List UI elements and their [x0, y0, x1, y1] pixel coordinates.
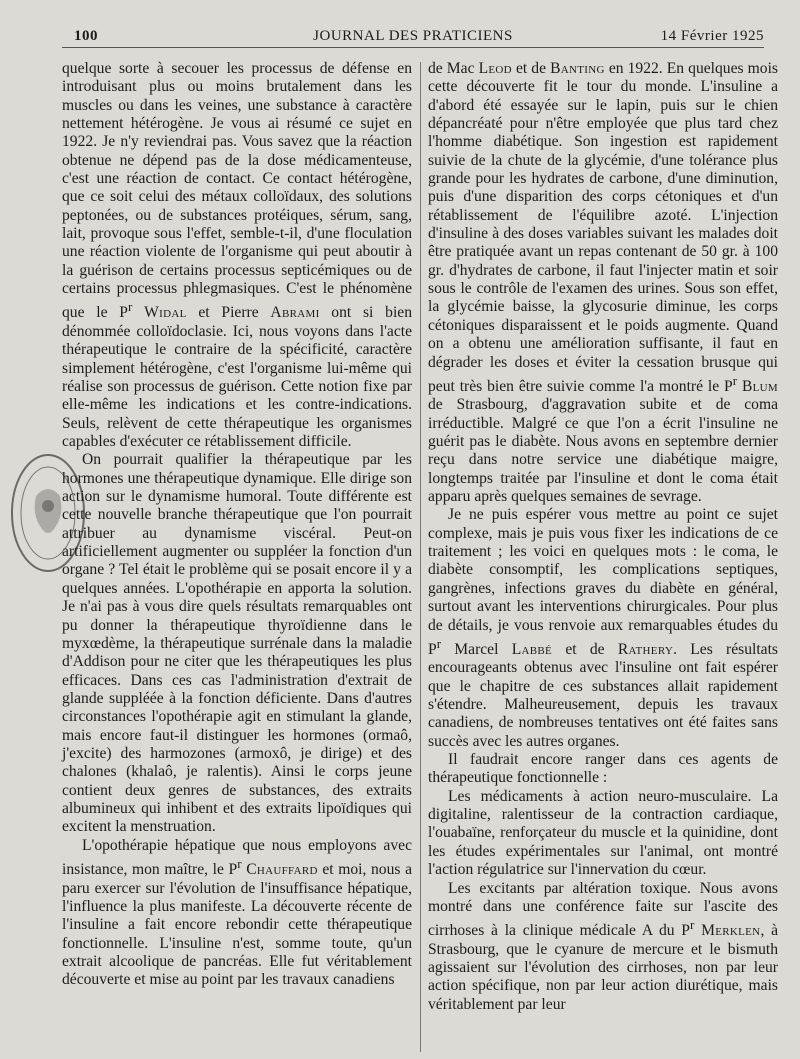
author-name: Leod [478, 60, 512, 77]
left-paragraph-2: On pourrait qualifier la thérapeutique par les hormones une thérapeutique dynamique. Elle dirige son action sur le dynamisme humoral. Toute différente est cette nouvelle branche thérapeutique que l'on pourrait attribuer au dynamisme viscéral. Peut-on artificiellement augmenter ou suppléer la fonction d'un organe ? Tel était le problème qui se posait encore il y a quelques années. L'opothérapie en apporta la solution. Je n'ai pas à vous dire quels résultats remarquables ont pu donner la thérapeutique thyroïdienne dans le myxœdème, la thérapeutique surrénale dans la maladie d'Addison pour ne citer que les thérapeutiques les plus efficaces. Dans ces cas l'administration d'extrait de glande suppléée à la fonction déficiente. Dans d'autres circonstances l'opothérapie agit en stimulant la glande, mais encore faut-il distinguer les hormones (ormaô, j'excite) des harmozones (armoxô, je dirige) et des chalones (khalaô, je ralentis). Ainsi le corps jeune contient deux genres de substances, des extraits albumineux qui inhibent et des extraits lipoïdiques qui excitent la menstruation. [62, 451, 412, 836]
author-name: Widal [144, 304, 187, 322]
author-name: Blum [741, 378, 778, 396]
author-name: Merklen [701, 922, 761, 940]
journal-title: JOURNAL DES PRATICIENS [313, 28, 513, 44]
header-rule [62, 47, 764, 48]
left-paragraph-3: L'opothérapie hépatique que nous employons avec insistance, mon maître, le $P^r$ Chauffard et moi, nous a paru exercer sur l'évolution de l'insuffisance hépatique, l'influence la plus manifeste. La découverte récente de l'insuline a fait encore rebondir cette thérapeutique fonctionnelle. L'insuline n'est, somme toute, qu'un extrait alcoolique de pancréas. Elle fut véritablement découverte et mise au point par les travaux canadiens [62, 836, 412, 989]
right-paragraph-1: de Mac Leod et de Banting en 1922. En quelques mois cette découverte fit le tour du monde. L'insuline a d'abord été essayée sur le lapin, puis sur le chien dépancréaté pour n'être employée que plus tard chez l'homme diabétique. Son ingestion est rapidement suivie de la chute de la glycémie, d'une tolérance plus grande pour les hydrates de carbone, d'une diminution, puis d'une disparition des corps cétoniques et d'un rétablissement de l'équilibre azoté. L'injection d'insuline à des doses variables suivant les malades doit être pratiquée avant un repas contenant de 50 gr. à 100 gr. d'hydrates de carbone, il faut l'injecter matin et soir sous le contrôle de l'examen des urines. Sous son effet, la glycémie baisse, la glycosurie diminue, les corps cétoniques disparaissent et le poids augmente. Quand on a obtenu une amélioration suffisante, il faut en dégrader les doses et éviter la cessation brusque qui peut très bien être suivie comme l'a montré le $P^r$ Blum de Strasbourg, d'aggravation subite et de coma irréductible. Malgré ce que l'on a écrit l'insuline ne guérit pas le diabète. Nous avons en septembre dernier reçu dans notre service une diabétique maigre, longtemps traitée par l'insuline et dont le coma était apparu après quelques semaines de sevrage. [428, 60, 778, 506]
author-name: Rathery [617, 641, 674, 659]
right-paragraph-5: Les excitants par altération toxique. Nous avons montré dans une conférence faite sur l'ascite des cirrhoses à la clinique médicale A du $P^r$ Merklen, à Strasbourg, que le cyanure de mercure et le bismuth agissaient sur l'évolution des cirrhoses, non par leur action spécifique, non par leur action diurétique, mais véritablement par leur [428, 879, 778, 1013]
column-divider [420, 62, 421, 1052]
right-paragraph-2: Je ne puis espérer vous mettre au point ce sujet complexe, mais je puis vous fixer les indications de ce traitement ; les voici en quelques mots : le coma, le diabète consomptif, les complications septiques, gangrènes, infections graves du diabète en général, surtout avant les interventions chirurgicales. Pour plus de détails, je vous renvoie aux remarquables études du $P^r$ Marcel Labbé et de Rathery. Les résultats encourageants obtenus avec l'insuline ont fait espérer que le chapitre de ces substances allait rapidement s'étendre. Malheureusement, depuis les travaux canadiens, de nombreuses tentatives ont été faites sans succès avec les autres organes. [428, 506, 778, 750]
page-number: 100 [74, 28, 98, 44]
author-name: Chauffard [246, 861, 318, 879]
right-paragraph-3: Il faudrait encore ranger dans ces agents de thérapeutique fonctionnelle : [428, 751, 778, 787]
left-column [62, 60, 412, 990]
left-paragraph-1: quelque sorte à secouer les processus de défense en introduisant plus ou moins brutalement dans les muscles ou dans les veines, une substance à caractère nettement hétérogène. Je vous ai résumé ce sujet en 1922. Je n'y reviendrai pas. Vous savez que la réaction obtenue ne dépend pas de la dose médicamenteuse, c'est une réaction de contact. Ce contact hétérogène, que ce soit celui des métaux colloïdaux, des solutions peptonées, ou de substances protéiques, sérum, sang, lait, provoque sous l'effet, semble-t-il, d'une floculation une réaction violente de l'organisme qui peut aboutir à la guérison de certains processus septicémiques ou de certains processus phlegmasiques. C'est le phénomène que le $P^r$ Widal et Pierre Abrami ont si bien dénommée colloïdoclasie. Ici, nous voyons dans l'acte thérapeutique le contraire de la spécificité, caractère simplement hétérogène, c'est l'organisme lui-même qui réalise son processus de guérison. Cette notion fixe par elle-même les indications et les contre-indications. Seuls, relèvent de cette thérapeutique les organismes capables d'exécuter ce rétablissement difficile. [62, 60, 413, 451]
issue-date: 14 Février 1925 [660, 28, 764, 44]
page-header [62, 24, 764, 46]
right-column [428, 60, 778, 1014]
author-name: Banting [550, 60, 605, 77]
right-paragraph-4: Les médicaments à action neuro-musculaire. La digitaline, ralentisseur de la contraction cardiaque, l'ouabaïne, renforçateur du muscle et la quinidine, dont les études expérimentales sur l'animal, ont montré l'action régulatrice sur l'innervation du cœur. [428, 787, 778, 879]
author-name: Labbé [511, 641, 553, 659]
author-name: Abrami [270, 304, 320, 322]
